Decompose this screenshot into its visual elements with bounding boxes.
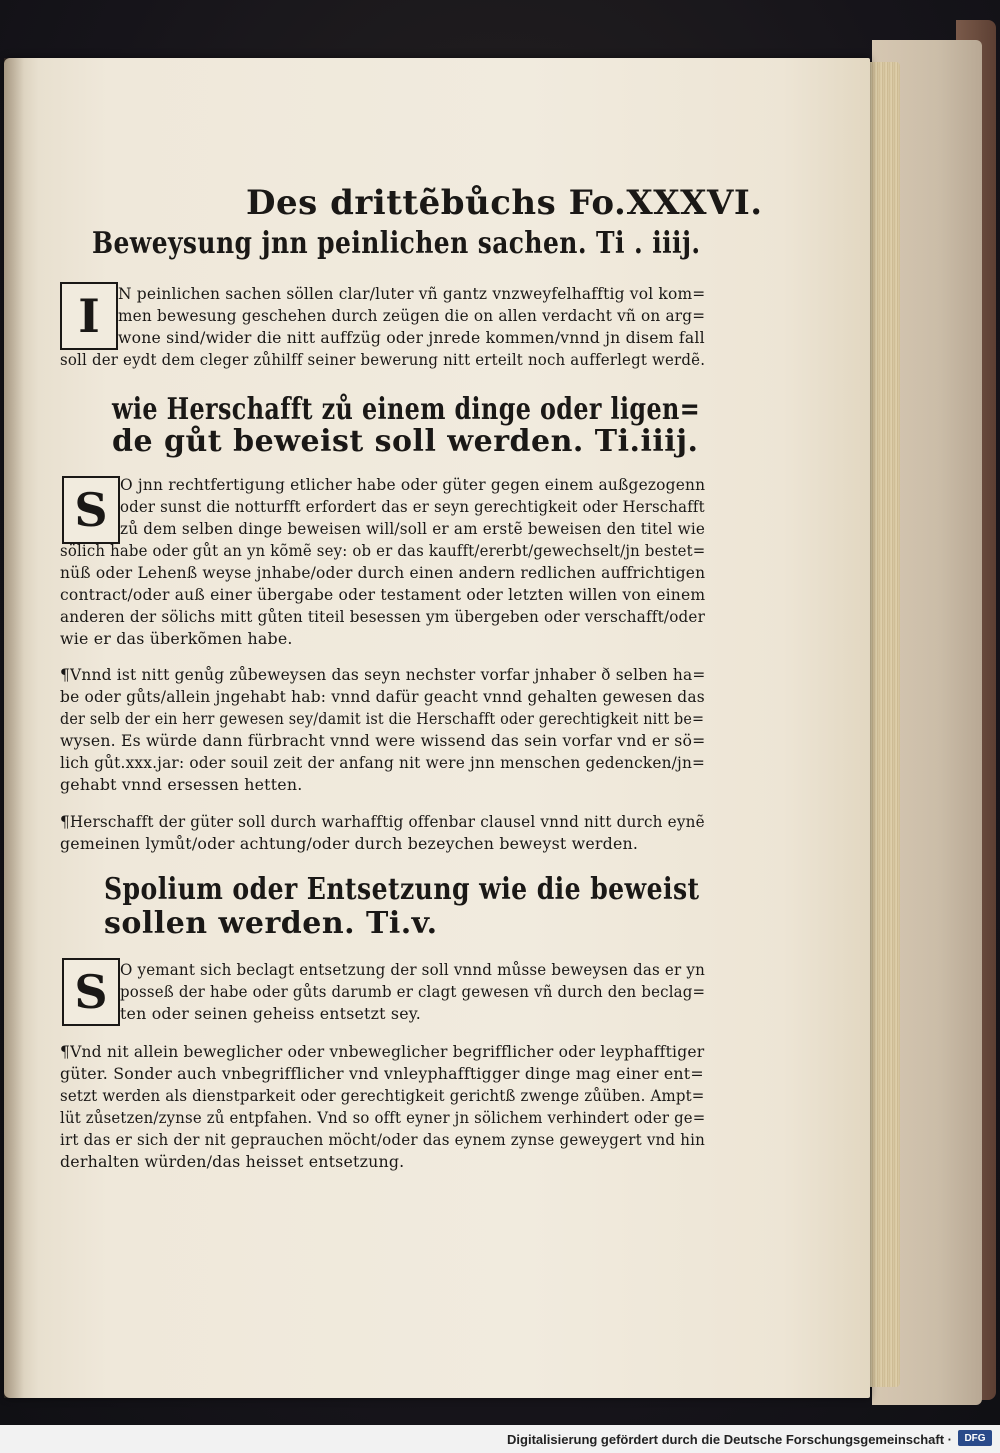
body-line: gehabt vnnd ersessen hetten. bbox=[60, 775, 303, 794]
running-head: Des drittẽbůchs Fo.XXXVI. bbox=[246, 183, 763, 223]
section-title: Spolium oder Entsetzung wie die beweist bbox=[104, 872, 700, 907]
body-line: be oder gůts/allein jngehabt hab: vnnd dafür geacht vnnd gehalten gewesen das bbox=[60, 687, 705, 706]
body-line: O jnn rechtfertigung etlicher habe oder güter gegen einem außgezogenn bbox=[120, 475, 706, 494]
section-title: sollen werden. Ti.v. bbox=[104, 906, 438, 941]
body-line: sölich habe oder gůt an yn kõmẽ sey: ob er das kaufft/ererbt/gewechselt/jn bestet= bbox=[60, 541, 706, 560]
decorated-initial: I bbox=[60, 282, 118, 350]
body-line: contract/oder auß einer übergabe oder testament oder letzten willen von einem bbox=[60, 585, 706, 604]
decorated-initial: S bbox=[62, 958, 120, 1026]
body-line: men bewesung geschehen durch zeügen die on allen verdacht vñ on arg= bbox=[118, 306, 706, 325]
body-line: ¶Herschafft der güter soll durch warhafftig offenbar clausel vnnd nitt durch eynẽ bbox=[60, 812, 705, 831]
body-line: wone sind/wider die nitt auffzüg oder jnrede kommen/vnnd jn disem fall bbox=[118, 328, 705, 347]
body-line: soll der eydt dem cleger zůhilff seiner bewerung nitt erteilt noch aufferlegt werdẽ. bbox=[60, 350, 706, 369]
body-line: gemeinen lymůt/oder achtung/oder durch bezeychen beweyst werden. bbox=[60, 834, 639, 853]
body-line: O yemant sich beclagt entsetzung der soll vnnd můsse beweysen das er yn bbox=[120, 960, 705, 979]
body-line: wysen. Es würde dann fürbracht vnnd were wissend das sein vorfar vnd er sö= bbox=[60, 731, 706, 750]
body-line: posseß der habe oder gůts darumb er clagt gewesen vñ durch den beclag= bbox=[120, 982, 706, 1001]
decorated-initial: S bbox=[62, 476, 120, 544]
section-title: wie Herschafft zů einem dinge oder ligen= bbox=[112, 392, 701, 427]
body-line: der selb der ein herr gewesen sey/damit ist die Herschafft oder gerechtigkeit nitt be= bbox=[60, 709, 705, 728]
section-title: Beweysung jnn peinlichen sachen. Ti . iiij. bbox=[92, 226, 701, 261]
body-line: ten oder seinen geheiss entsetzt sey. bbox=[120, 1004, 421, 1023]
footer-credit: Digitalisierung gefördert durch die Deutsche Forschungsgemeinschaft · bbox=[507, 1432, 952, 1447]
body-line: irt das er sich der nit geprauchen möcht/oder das eynem zynse geweygert vnd hin bbox=[60, 1130, 706, 1149]
body-line: setzt werden als dienstparkeit oder gerechtigkeit gerichtß zwenge zůüben. Ampt= bbox=[60, 1086, 705, 1105]
dfg-logo: DFG bbox=[958, 1430, 992, 1446]
body-line: anderen der sölichs mitt gůten titeil besessen ym übergeben oder verschafft/oder bbox=[60, 607, 706, 626]
page-gutter-shadow bbox=[4, 58, 24, 1398]
section-title: de gůt beweist soll werden. Ti.iiij. bbox=[112, 424, 699, 459]
body-line: N peinlichen sachen söllen clar/luter vñ gantz vnzweyfelhafftig vol kom= bbox=[118, 284, 706, 303]
body-line: oder sunst die notturfft erfordert das er seyn gerechtigkeit oder Herschafft bbox=[120, 497, 705, 516]
body-line: ¶Vnd nit allein beweglicher oder vnbeweglicher begrifflicher oder leyphafftiger bbox=[60, 1042, 705, 1061]
body-line: nüß oder Lehenß weyse jnhabe/oder durch einen andern redlichen auffrichtigen bbox=[60, 563, 706, 582]
body-line: lüt zůsetzen/zynse zů entpfahen. Vnd so offt eyner jn sölichem verhindert oder ge= bbox=[60, 1108, 706, 1127]
body-line: lich gůt.xxx.jar: oder souil zeit der anfang nit were jnn menschen gedencken/jn= bbox=[60, 753, 706, 772]
body-line: ¶Vnnd ist nitt genůg zůbeweysen das seyn nechster vorfar jnhaber ð selben ha= bbox=[60, 665, 706, 684]
body-line: zů dem selben dinge beweisen will/soll er am erstẽ beweisen den titel wie bbox=[120, 519, 706, 538]
body-line: derhalten würden/das heisset entsetzung. bbox=[60, 1152, 405, 1171]
body-line: güter. Sonder auch vnbegrifflicher vnd vnleyphafftigger dinge mag einer ent= bbox=[60, 1064, 704, 1083]
body-line: wie er das überkõmen habe. bbox=[60, 629, 293, 648]
